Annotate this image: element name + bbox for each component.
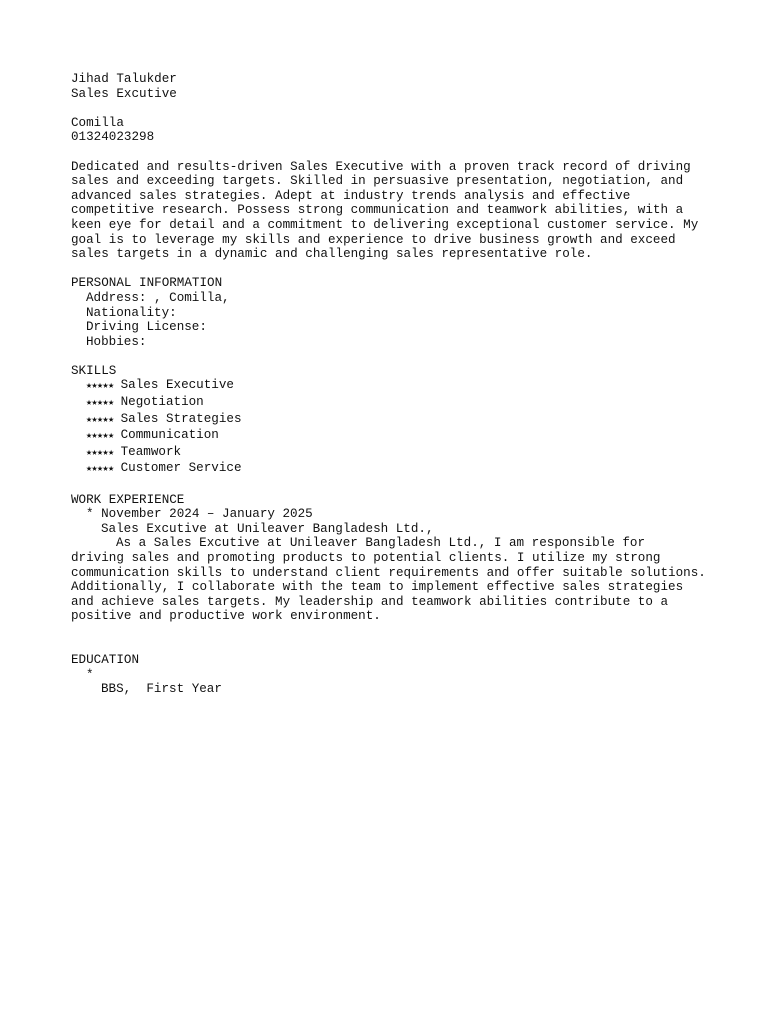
- resume-document: [71, 72, 711, 697]
- skill-label: Negotiation: [120, 395, 204, 410]
- personal-hobbies: Hobbies:: [86, 334, 147, 349]
- candidate-title: Sales Excutive: [71, 86, 177, 101]
- skill-item: [71, 412, 711, 429]
- skill-rating-stars: ★★★★★: [86, 464, 114, 476]
- candidate-phone: 01324023298: [71, 130, 155, 145]
- skill-item: [71, 395, 711, 412]
- candidate-location: Comilla: [71, 115, 124, 130]
- skill-item: [71, 428, 711, 445]
- work-experience-heading: WORK EXPERIENCE: [71, 492, 185, 507]
- work-period-text: November 2024 – January 2025: [101, 507, 313, 522]
- skill-rating-stars: ★★★★★: [86, 414, 114, 426]
- skill-rating-stars: ★★★★★: [86, 381, 114, 393]
- personal-address: Address: , Comilla,: [86, 290, 230, 305]
- skill-rating-stars: ★★★★★: [86, 398, 114, 410]
- work-description: driving sales and promoting products to potential clients. I utilize my strong communication skills to understand client requirements and offer suitable solutions. Additionally, I collaborate with the team to implement effective sales strategies and achieve sales targets. My leadership and teamwork abilities contribute to a positive and productive work environment.: [71, 551, 706, 624]
- skill-label: Communication: [120, 428, 219, 443]
- education-heading: EDUCATION: [71, 653, 140, 668]
- personal-info-heading: PERSONAL INFORMATION: [71, 276, 223, 291]
- personal-driving-license: Driving License:: [86, 320, 207, 335]
- candidate-name: Jihad Talukder: [71, 72, 177, 86]
- work-bullet: *: [86, 507, 94, 522]
- skill-rating-stars: ★★★★★: [86, 447, 114, 459]
- education-degree: BBS, First Year: [101, 682, 222, 697]
- work-period: [71, 507, 711, 522]
- skill-rating-stars: ★★★★★: [86, 431, 114, 443]
- skill-label: Customer Service: [120, 461, 242, 476]
- work-description-first-line: As a Sales Excutive at Unileaver Bangladesh Ltd., I am responsible for: [116, 536, 646, 551]
- skill-label: Teamwork: [120, 444, 182, 459]
- education-bullet: *: [86, 667, 94, 682]
- skills-heading: SKILLS: [71, 363, 117, 378]
- work-role: Sales Excutive at Unileaver Bangladesh Ltd.,: [101, 521, 434, 536]
- personal-nationality: Nationality:: [86, 305, 177, 320]
- skill-item: [71, 378, 711, 395]
- skill-item: [71, 461, 711, 478]
- profile-summary: Dedicated and results-driven Sales Executive with a proven track record of driving sales and exceeding targets. Skilled in persuasive presentation, negotiation, and advanced sales strategies. Adept at industry trends analysis and effective competitive research. Possess strong communication and teamwork abilities, with a keen eye for detail and a commitment to delivering exceptional customer service. My goal is to leverage my skills and experience to drive business growth and exceed sales targets in a dynamic and challenging sales representative role.: [71, 159, 699, 262]
- skill-label: Sales Executive: [120, 378, 234, 393]
- skill-label: Sales Strategies: [120, 411, 242, 426]
- skills-list: [71, 378, 711, 478]
- skill-item: [71, 445, 711, 462]
